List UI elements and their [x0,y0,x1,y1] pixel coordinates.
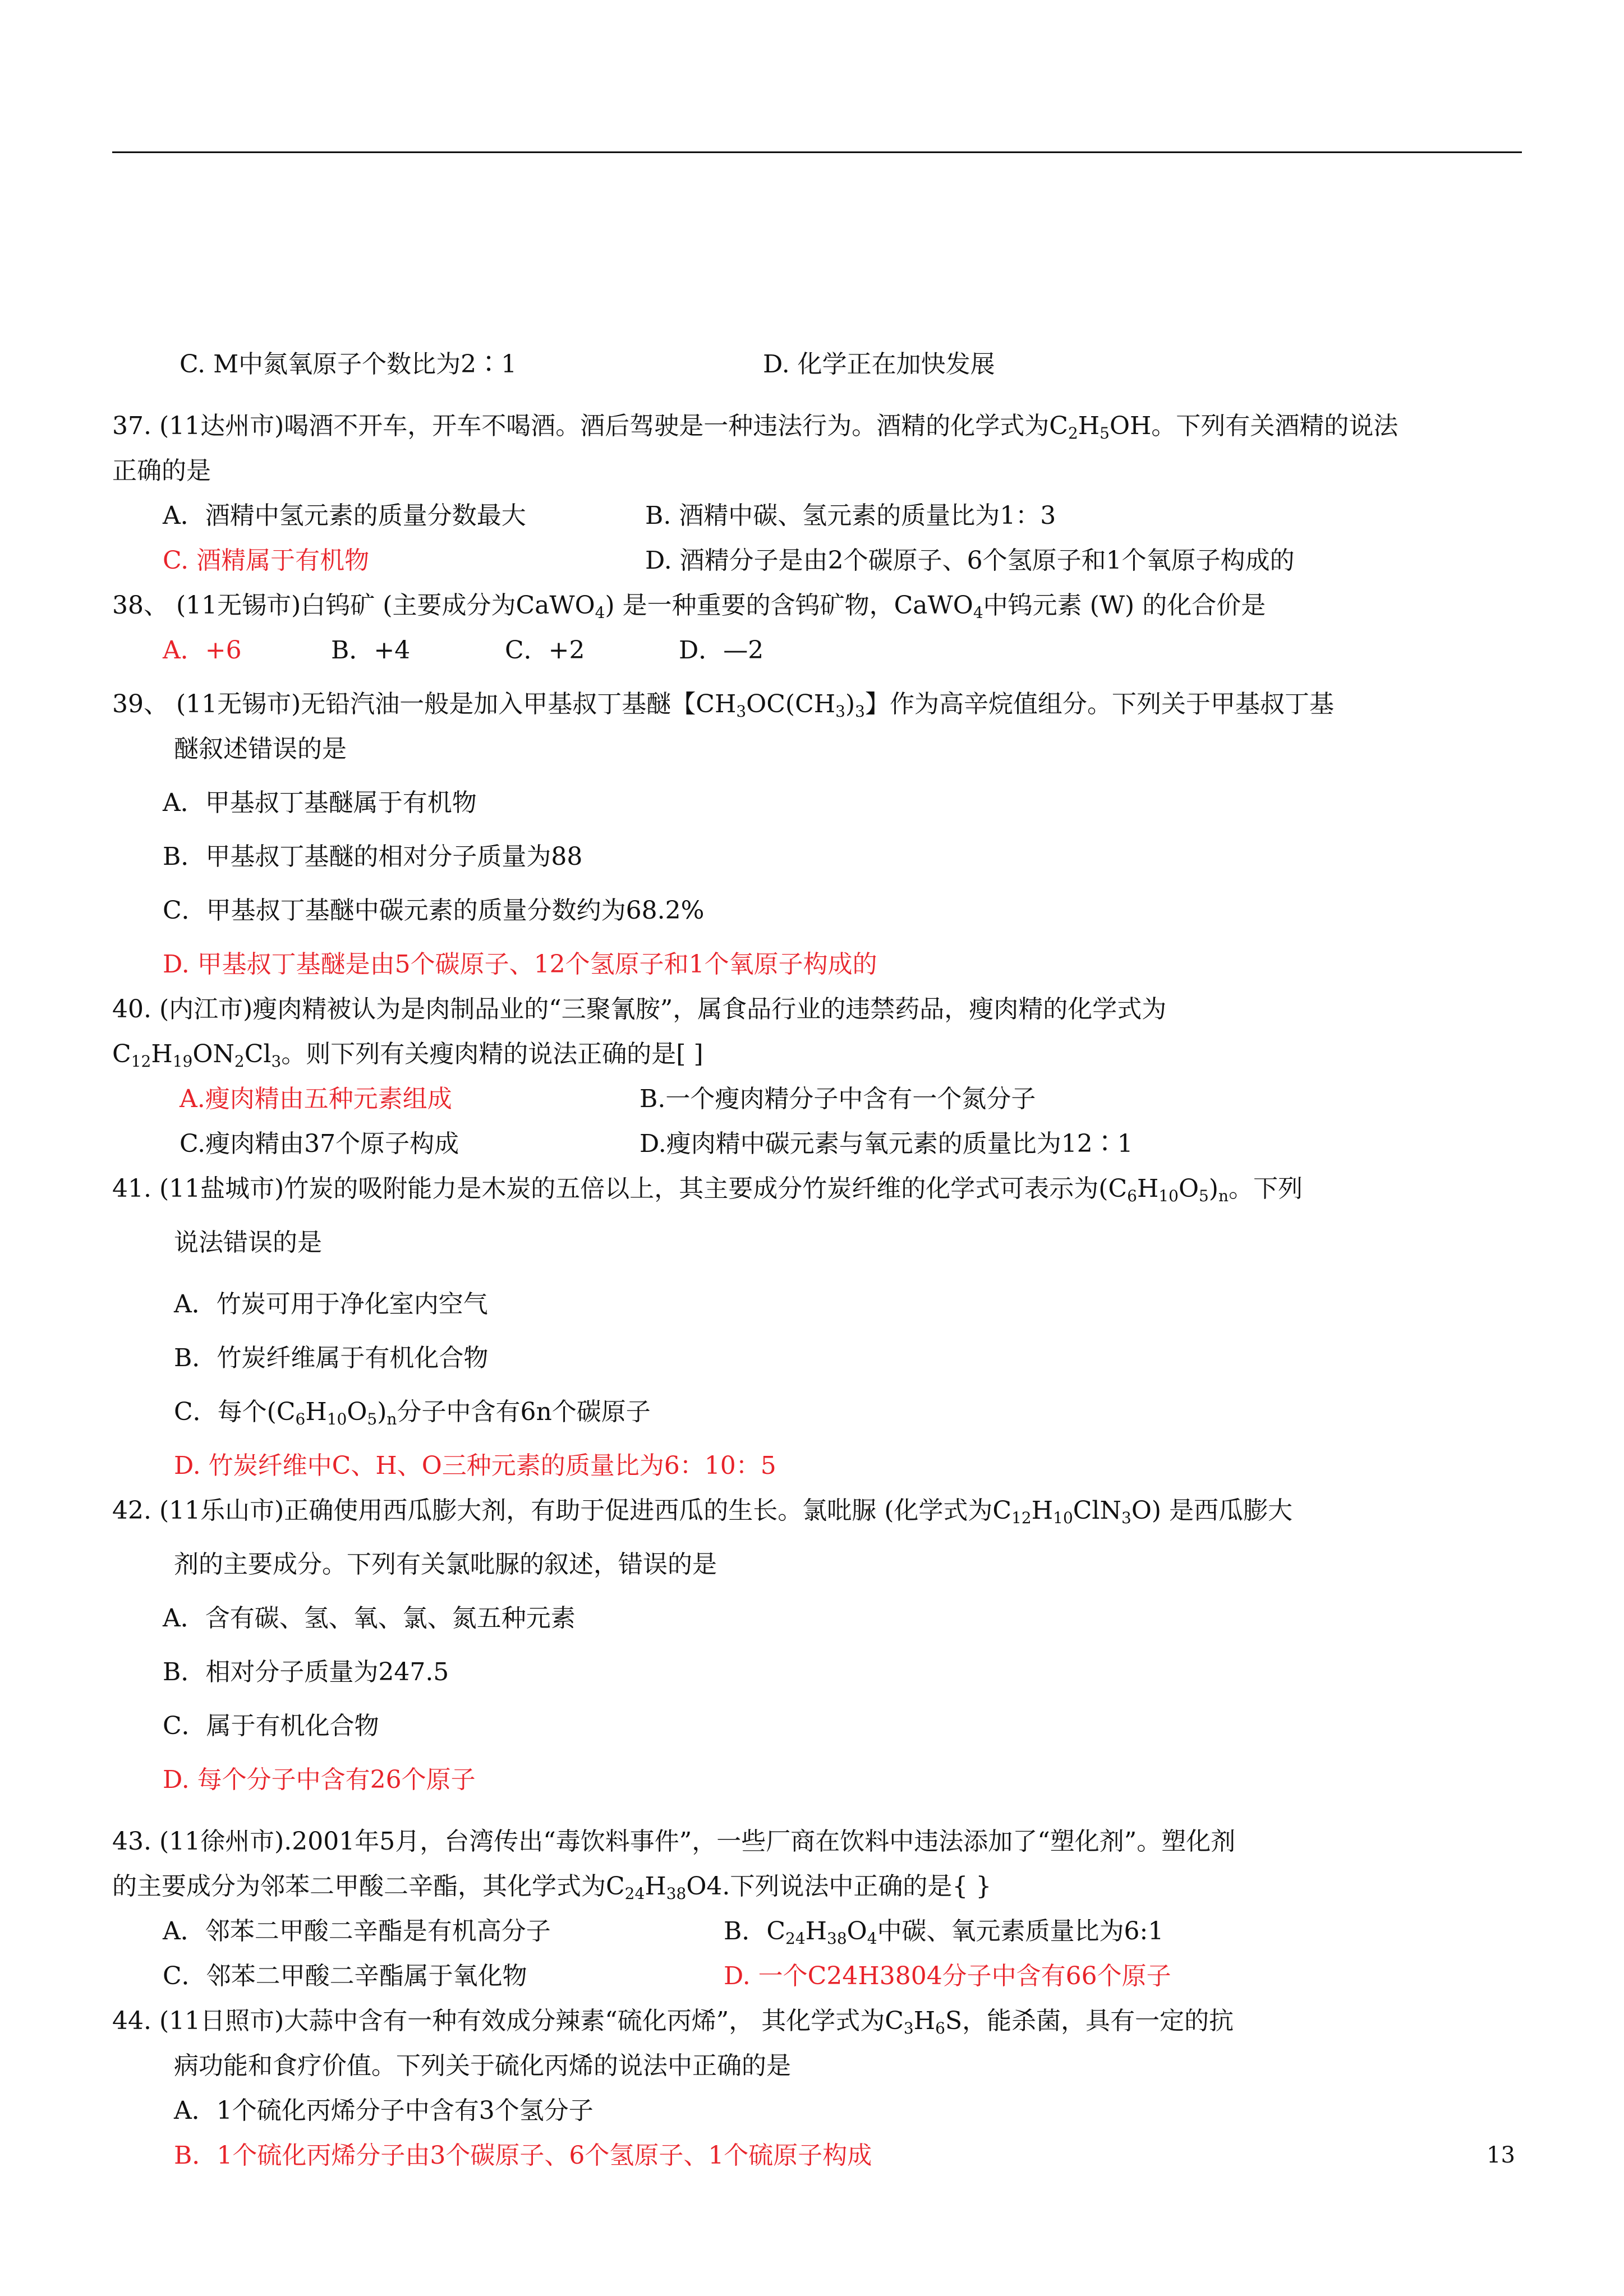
q38-option-a-answer: A．+6 [163,636,242,665]
q40-options-row2 [112,1122,1522,1167]
q37-option-c-answer: C. 酒精属于有机物 [163,546,370,575]
q37-options-row1 [112,494,1522,538]
q37-option-b: B. 酒精中碳、氢元素的质量比为1：3 [645,501,1056,530]
q43-options-row2 [112,1954,1522,1999]
q38-option-c: C．+2 [505,636,585,665]
q37-stem-line2: 正确的是 [112,457,211,485]
q39-option-d-answer: D. 甲基叔丁基醚是由5个碳原子、12个氢原子和1个氧原子构成的 [163,950,877,979]
q38-option-d: D．—2 [679,636,764,665]
q44-option-b-answer: B．1个硫化丙烯分子由3个碳原子、6个氢原子、1个硫原子构成 [174,2141,872,2170]
q38-stem: 38、 (11无锡市)白钨矿 (主要成分为CaWO$_4$) 是一种重要的含钨矿物，CaWO$_4$中钨元素 (W) 的化合价是 [112,591,1266,622]
q40-options-row1 [112,1077,1522,1122]
q40-option-d: D.瘦肉精中碳元素与氧元素的质量比为12∶1 [640,1129,1133,1158]
q43-stem: 43. (11徐州市).2001年5月，台湾传出“毒饮料事件”，一些厂商在饮料中违法添加了“塑化剂”。塑化剂 [112,1827,1236,1856]
q43-option-b: B．$C_{24}H_{38}O_4$中碳、氧元素质量比为6:1 [724,1917,1164,1948]
q41-stem: 41. (11盐城市)竹炭的吸附能力是木炭的五倍以上，其主要成分竹炭纤维的化学式可表示为$(C_6H_{10}O_5)_n$。下列 [112,1174,1303,1205]
q39-stem-line2: 醚叙述错误的是 [174,735,347,763]
header-rule [112,151,1522,153]
q37-option-a: A．酒精中氢元素的质量分数最大 [163,501,526,530]
q36-option-d: D. 化学正在加快发展 [763,350,995,379]
q40-option-a-answer: A.瘦肉精由五种元素组成 [180,1085,452,1113]
q39-option-b: B．甲基叔丁基醚的相对分子质量为88 [163,842,583,871]
q40-option-c: C.瘦肉精由37个原子构成 [180,1129,459,1158]
q43-option-d-answer: D. 一个C24H3804分子中含有66个原子 [724,1962,1171,1990]
q36-options-row [112,342,1522,387]
q40-stem: 40. (内江市)瘦肉精被认为是肉制品业的“三聚氰胺”，属食品行业的违禁药品，瘦肉精的化学式为 [112,995,1167,1023]
q41-option-c: C．每个$(C_6H_{10}O_5)_n$分子中含有6n个碳原子 [174,1398,651,1428]
q41-option-d-answer: D. 竹炭纤维中C、H、O三种元素的质量比为6：10：5 [174,1451,776,1480]
q36-option-c: C. M中氮氧原子个数比为2∶1 [180,350,517,379]
q38-option-b: B．+4 [331,636,411,665]
q42-option-d-answer: D. 每个分子中含有26个原子 [163,1765,476,1794]
q43-options-row1 [112,1909,1522,1954]
q39-stem: 39、 (11无锡市)无铅汽油一般是加入甲基叔丁基醚【$CH_3OC(CH_3)_3$】作为高辛烷值组分。下列关于甲基叔丁基 [112,690,1334,721]
q41-option-a: A．竹炭可用于净化室内空气 [174,1290,488,1318]
q42-stem-line2: 剂的主要成分。下列有关氯吡脲的叙述，错误的是 [174,1550,717,1579]
q37-options-row2 [112,538,1522,583]
q43-option-a: A．邻苯二甲酸二辛酯是有机高分子 [163,1917,551,1945]
page-number: 13 [1487,2142,1515,2168]
q40-stem-line2: $C_{12}H_{19}ON_2Cl_3$。则下列有关瘦肉精的说法正确的是[ ] [112,1040,703,1071]
q39-option-a: A．甲基叔丁基醚属于有机物 [163,789,477,817]
q42-option-c: C．属于有机化合物 [163,1712,379,1740]
q42-stem: 42. (11乐山市)正确使用西瓜膨大剂，有助于促进西瓜的生长。氯吡脲 (化学式为$C_{12}H_{10}ClN_3O$) 是西瓜膨大 [112,1496,1293,1527]
q40-option-b: B.一个瘦肉精分子中含有一个氮分子 [640,1085,1036,1113]
q43-stem-line2: 的主要成分为邻苯二甲酸二辛酯，其化学式为$C_{24}H_{38}O4$.下列说法中正确的是{ } [112,1872,992,1903]
q37-stem: 37. (11达州市)喝酒不开车，开车不喝酒。酒后驾驶是一种违法行为。酒精的化学式为$C_2H_5OH$。下列有关酒精的说法 [112,412,1398,442]
q43-option-c: C．邻苯二甲酸二辛酯属于氧化物 [163,1962,527,1990]
q38-options-row [112,628,1522,673]
q44-stem-line2: 病功能和食疗价值。下列关于硫化丙烯的说法中正确的是 [174,2051,791,2080]
q41-stem-line2: 说法错误的是 [174,1228,322,1257]
question-sheet [112,342,1522,2178]
q42-option-a: A．含有碳、氢、氧、氯、氮五种元素 [163,1604,576,1633]
q44-option-a: A．1个硫化丙烯分子中含有3个氢分子 [174,2096,594,2125]
q42-option-b: B．相对分子质量为247.5 [163,1658,449,1686]
q37-option-d: D. 酒精分子是由2个碳原子、6个氢原子和1个氧原子构成的 [645,546,1295,575]
q39-option-c: C．甲基叔丁基醚中碳元素的质量分数约为68.2% [163,896,705,925]
q41-option-b: B．竹炭纤维属于有机化合物 [174,1344,489,1372]
q44-stem: 44. (11日照市)大蒜中含有一种有效成分辣素“硫化丙烯”， 其化学式为$C_3H_6S$，能杀菌，具有一定的抗 [112,2007,1234,2037]
